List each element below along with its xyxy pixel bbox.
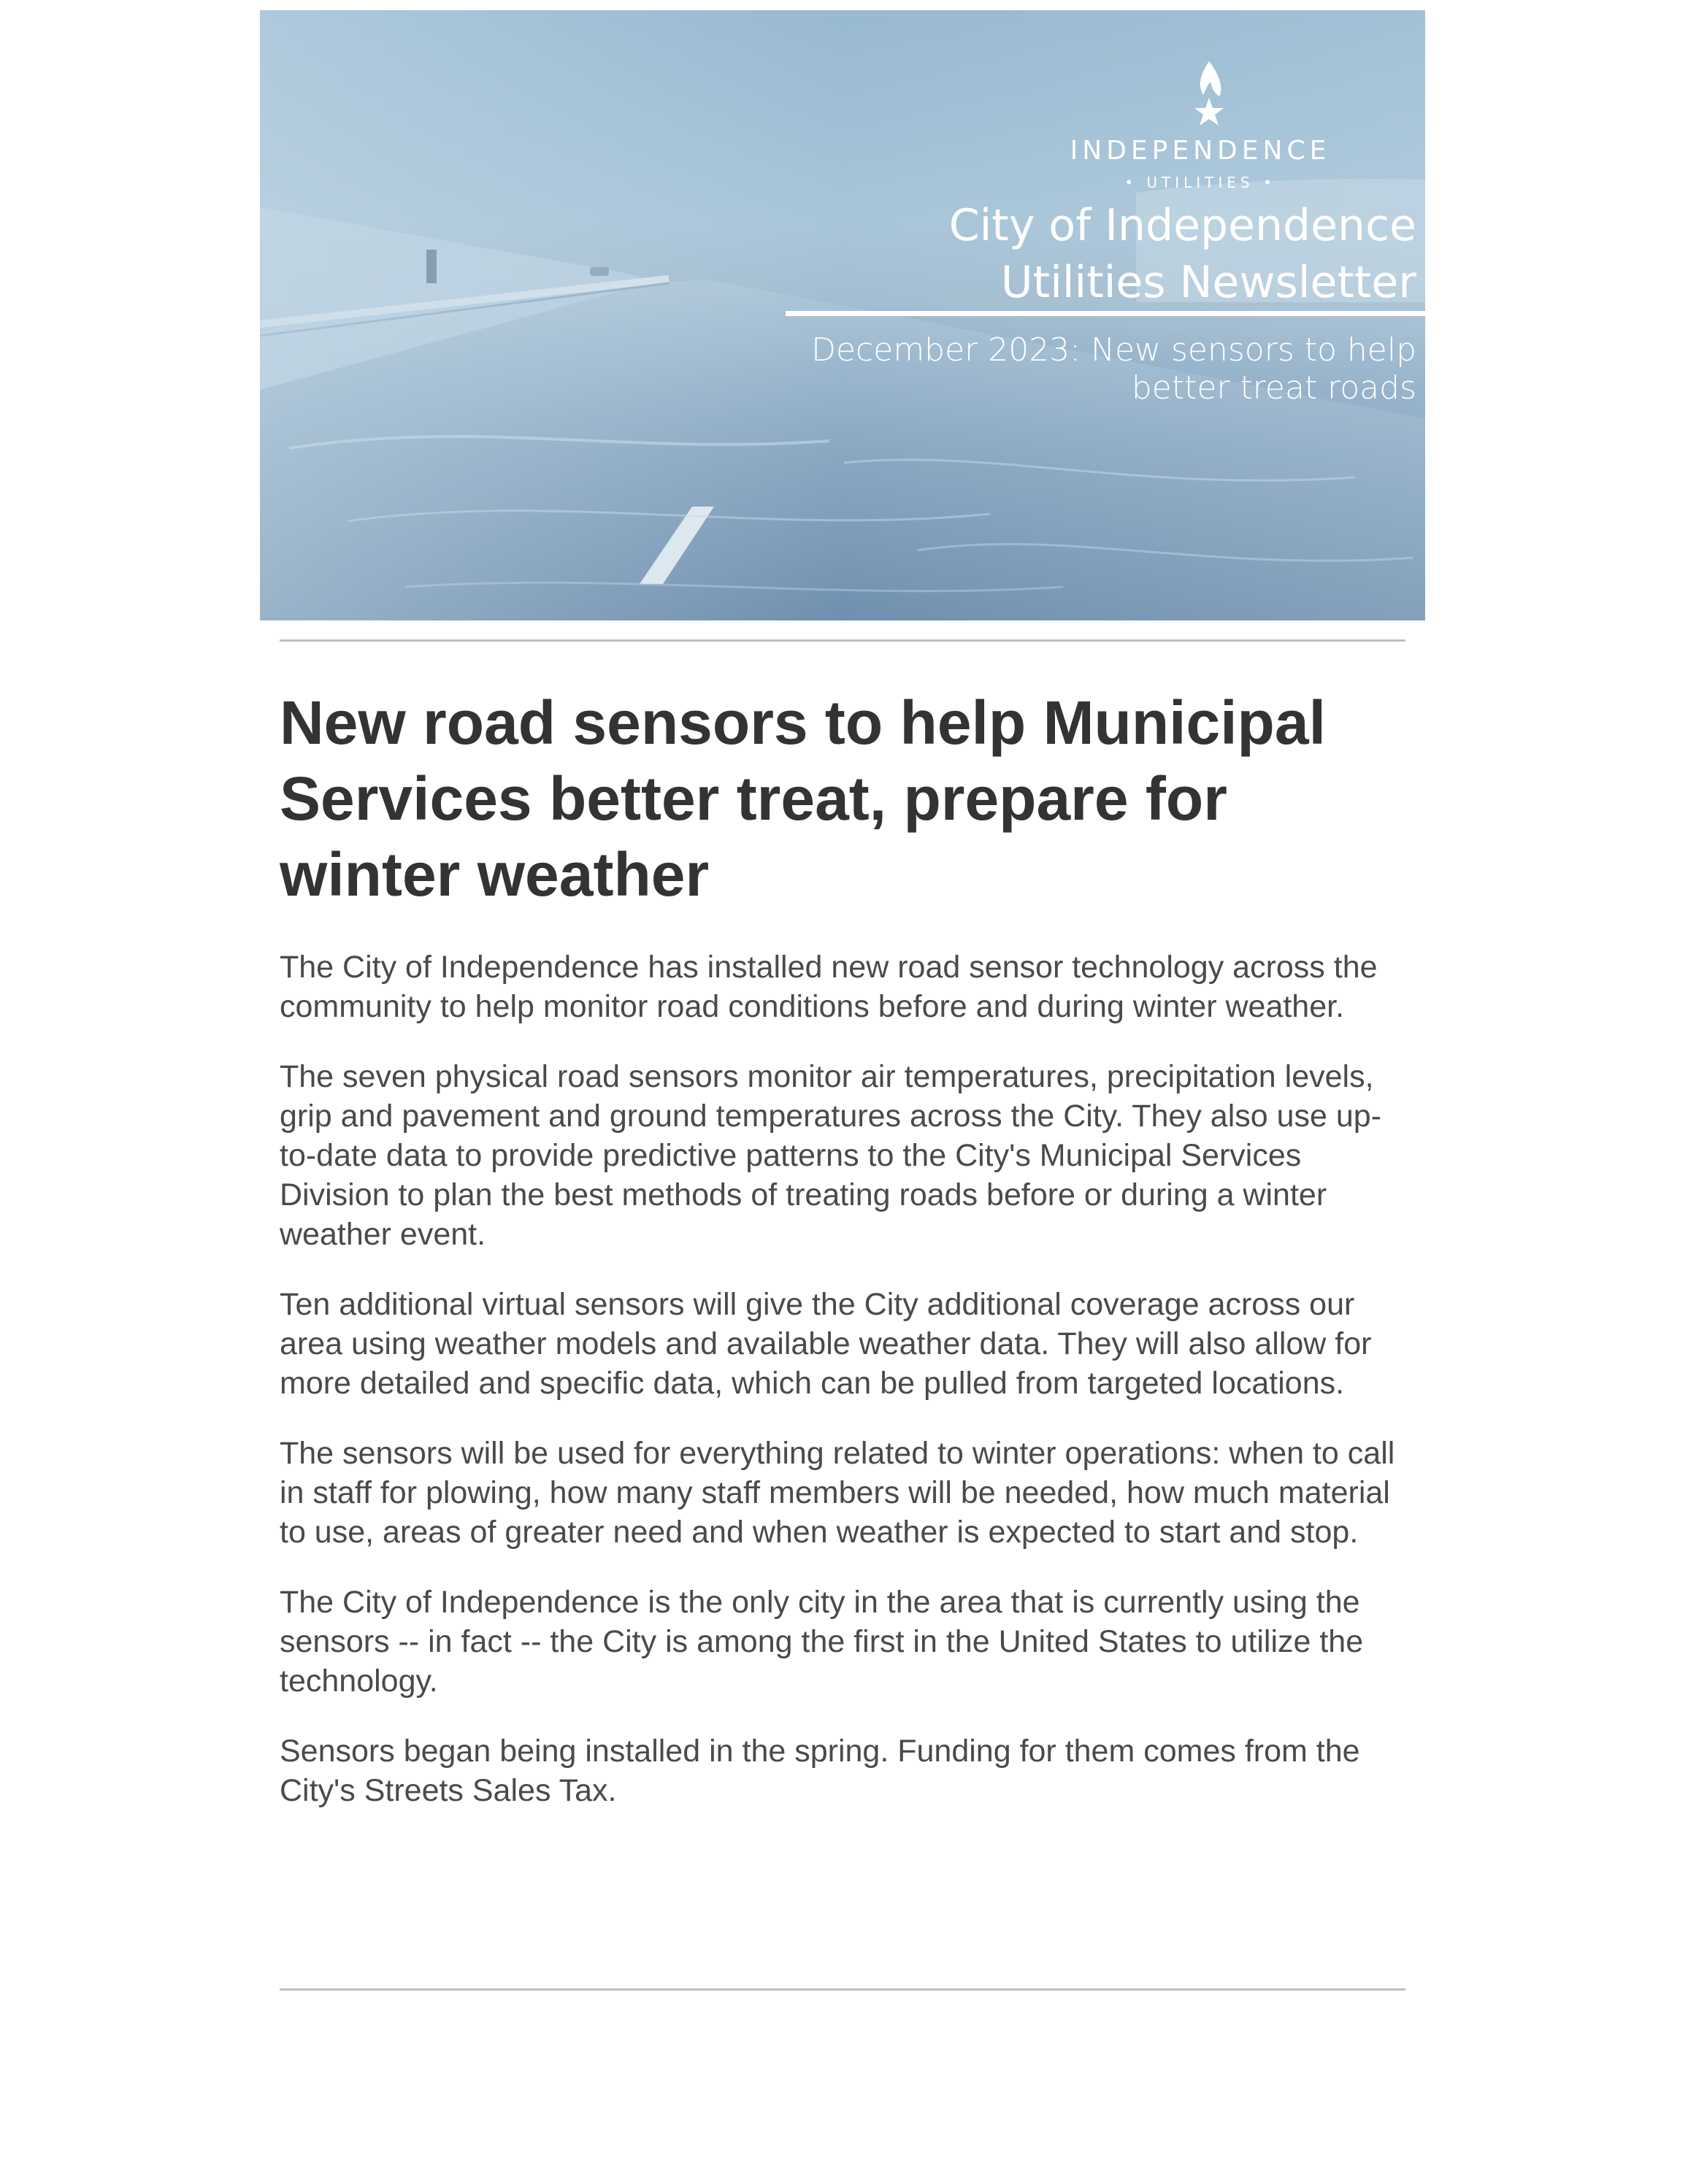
article-paragraph: The City of Independence is the only city in the area that is currently using the sensors -- in fact -- the City is among the first in the United States to utilize the technology.: [280, 1585, 1364, 1699]
article-paragraph: Sensors began being installed in the spring. Funding for them comes from the City's Streets Sales Tax.: [280, 1734, 1360, 1808]
newsletter-title-line1: City of Independence: [948, 200, 1416, 251]
bottom-divider: [280, 1988, 1405, 1991]
newsletter-title-line2: Utilities Newsletter: [1000, 257, 1416, 308]
article-paragraph: The seven physical road sensors monitor air temperatures, precipitation levels, grip and pavement and ground temperatures across the City. They also use up-to-date data to provide predictive patterns to the City's Municipal Services Division to plan the best methods of treating roads before or during a winter weather event.: [280, 1059, 1382, 1252]
top-divider: [280, 639, 1405, 642]
article-headline: New road sensors to help Municipal Services better treat, prepare for winter weather: [280, 688, 1326, 909]
article: [280, 685, 1408, 1810]
banner-rule: [786, 311, 1425, 316]
newsletter-subtitle-line2: better treat roads: [1131, 369, 1416, 407]
flame-star-icon: [1187, 60, 1231, 133]
brand-subtitle: • UTILITIES •: [1124, 174, 1276, 191]
article-paragraph: Ten additional virtual sensors will give the City additional coverage across our area using weather models and available weather data. They will also allow for more detailed and specific data, which can be pulled from targeted locations.: [280, 1287, 1372, 1401]
newsletter-subtitle-line1: December 2023: New sensors to help: [811, 331, 1416, 369]
newsletter-banner: [260, 10, 1425, 620]
brand-name: INDEPENDENCE: [1070, 136, 1331, 166]
article-paragraph: The sensors will be used for everything related to winter operations: when to call in staff for plowing, how many staff members will be needed, how much material to use, areas of greater need and when weather is expected to start and stop.: [280, 1436, 1395, 1550]
newsletter-title: [759, 197, 1416, 311]
article-paragraph: The City of Independence has installed new road sensor technology across the community to help monitor road conditions before and during winter weather.: [280, 950, 1378, 1024]
newsletter-subtitle: [759, 331, 1416, 407]
